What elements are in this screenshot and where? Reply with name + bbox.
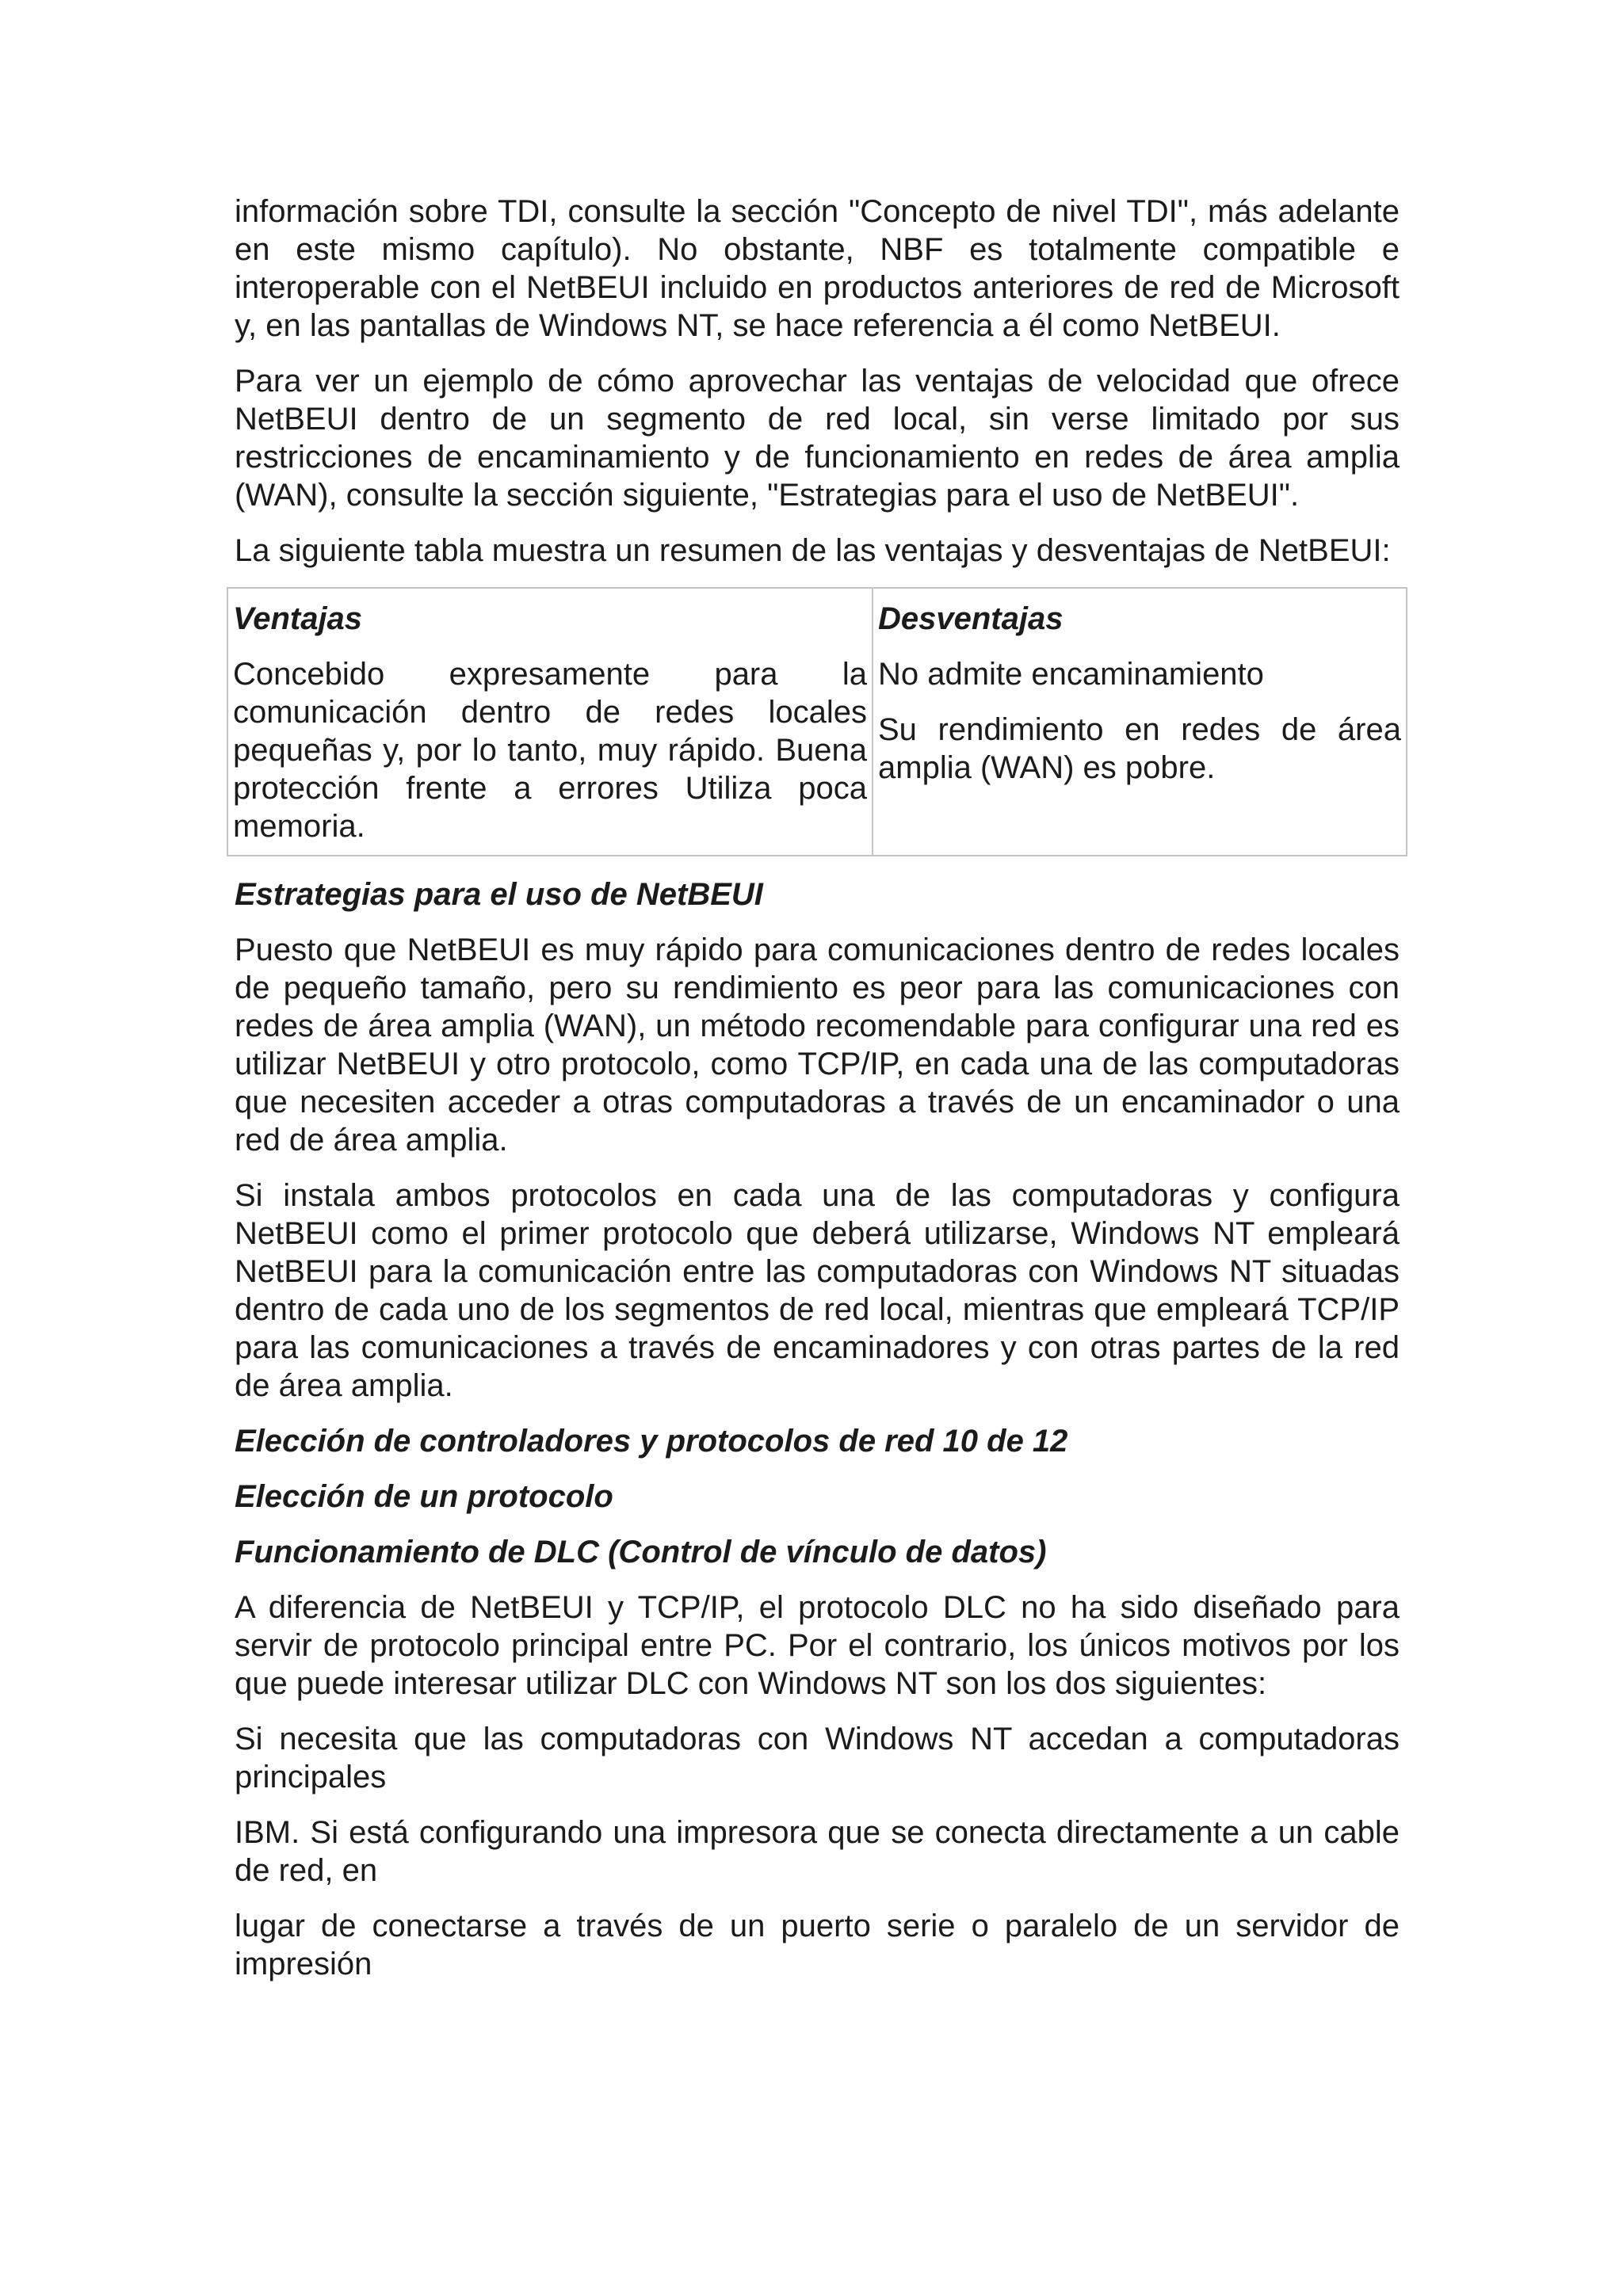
paragraph-strategy-2: Si instala ambos protocolos en cada una de las computadoras y configura NetBEUI como el primer protocolo que deberá utilizarse, Windows NT empleará NetBEUI para la comunicación entre las computadoras con Windows NT situadas dentro de cada uno de los segmentos de red local, mientras que empleará TCP/IP para las comunicaciones a través de encaminadores y con otras partes de la red de área amplia. <box>235 1178 1400 1403</box>
paragraph-dlc-4: lugar de conectarse a través de un puerto serie o paralelo de un servidor de impresión <box>235 1909 1400 1981</box>
document-page <box>235 193 1400 2000</box>
paragraph-speed-example: Para ver un ejemplo de cómo aprovechar las ventajas de velocidad que ofrece NetBEUI dentro de un segmento de red local, sin verse limitado por sus restricciones de encaminamiento y de funcionamiento en redes de área amplia (WAN), consulte la sección siguiente, "Estrategias para el uso de NetBEUI". <box>235 364 1400 513</box>
advantages-text: Concebido expresamente para la comunicación dentro de redes locales pequeñas y, por lo tanto, muy rápido. Buena protección frente a errores Utiliza poca memoria. <box>233 657 867 844</box>
paragraph-strategy-1: Puesto que NetBEUI es muy rápido para comunicaciones dentro de redes locales de pequeño tamaño, pero su rendimiento es peor para las comunicaciones con redes de área amplia (WAN), un método recomendable para configurar una red es utilizar NetBEUI y otro protocolo, como TCP/IP, en cada una de las computadoras que necesiten acceder a otras computadoras a través de un encaminador o una red de área amplia. <box>235 933 1400 1158</box>
disadvantage-item: No admite encaminamiento <box>878 657 1264 692</box>
disadvantages-cell <box>873 588 1407 856</box>
table-row <box>227 588 1407 856</box>
paragraph-dlc-1: A diferencia de NetBEUI y TCP/IP, el protocolo DLC no ha sido diseñado para servir de protocolo principal entre PC. Por el contrario, los únicos motivos por los que puede interesar utilizar DLC con Windows NT son los dos siguientes: <box>235 1590 1400 1701</box>
paragraph-dlc-3: IBM. Si está configurando una impresora que se conecta directamente a un cable de red, en <box>235 1815 1400 1888</box>
section-heading-dlc: Funcionamiento de DLC (Control de vínculo de datos) <box>235 1535 1047 1569</box>
section-heading-strategies: Estrategias para el uso de NetBEUI <box>235 877 763 912</box>
section-heading-choice: Elección de controladores y protocolos de red 10 de 12 <box>235 1424 1068 1459</box>
advantages-cell <box>227 588 873 856</box>
section-heading-protocol: Elección de un protocolo <box>235 1479 613 1514</box>
paragraph-tdi-reference: información sobre TDI, consulte la sección "Concepto de nivel TDI", más adelante en este mismo capítulo). No obstante, NBF es totalmente compatible e interoperable con el NetBEUI incluido en productos anteriores de red de Microsoft y, en las pantallas de Windows NT, se hace referencia a él como NetBEUI. <box>235 194 1400 343</box>
advantages-header: Ventajas <box>233 601 363 636</box>
paragraph-dlc-2: Si necesita que las computadoras con Windows NT accedan a computadoras principales <box>235 1722 1400 1794</box>
disadvantages-header: Desventajas <box>878 601 1064 636</box>
advantages-table <box>227 587 1407 856</box>
paragraph-table-intro: La siguiente tabla muestra un resumen de las ventajas y desventajas de NetBEUI: <box>235 533 1391 568</box>
disadvantage-item: Su rendimiento en redes de área amplia (WAN) es pobre. <box>878 712 1401 785</box>
